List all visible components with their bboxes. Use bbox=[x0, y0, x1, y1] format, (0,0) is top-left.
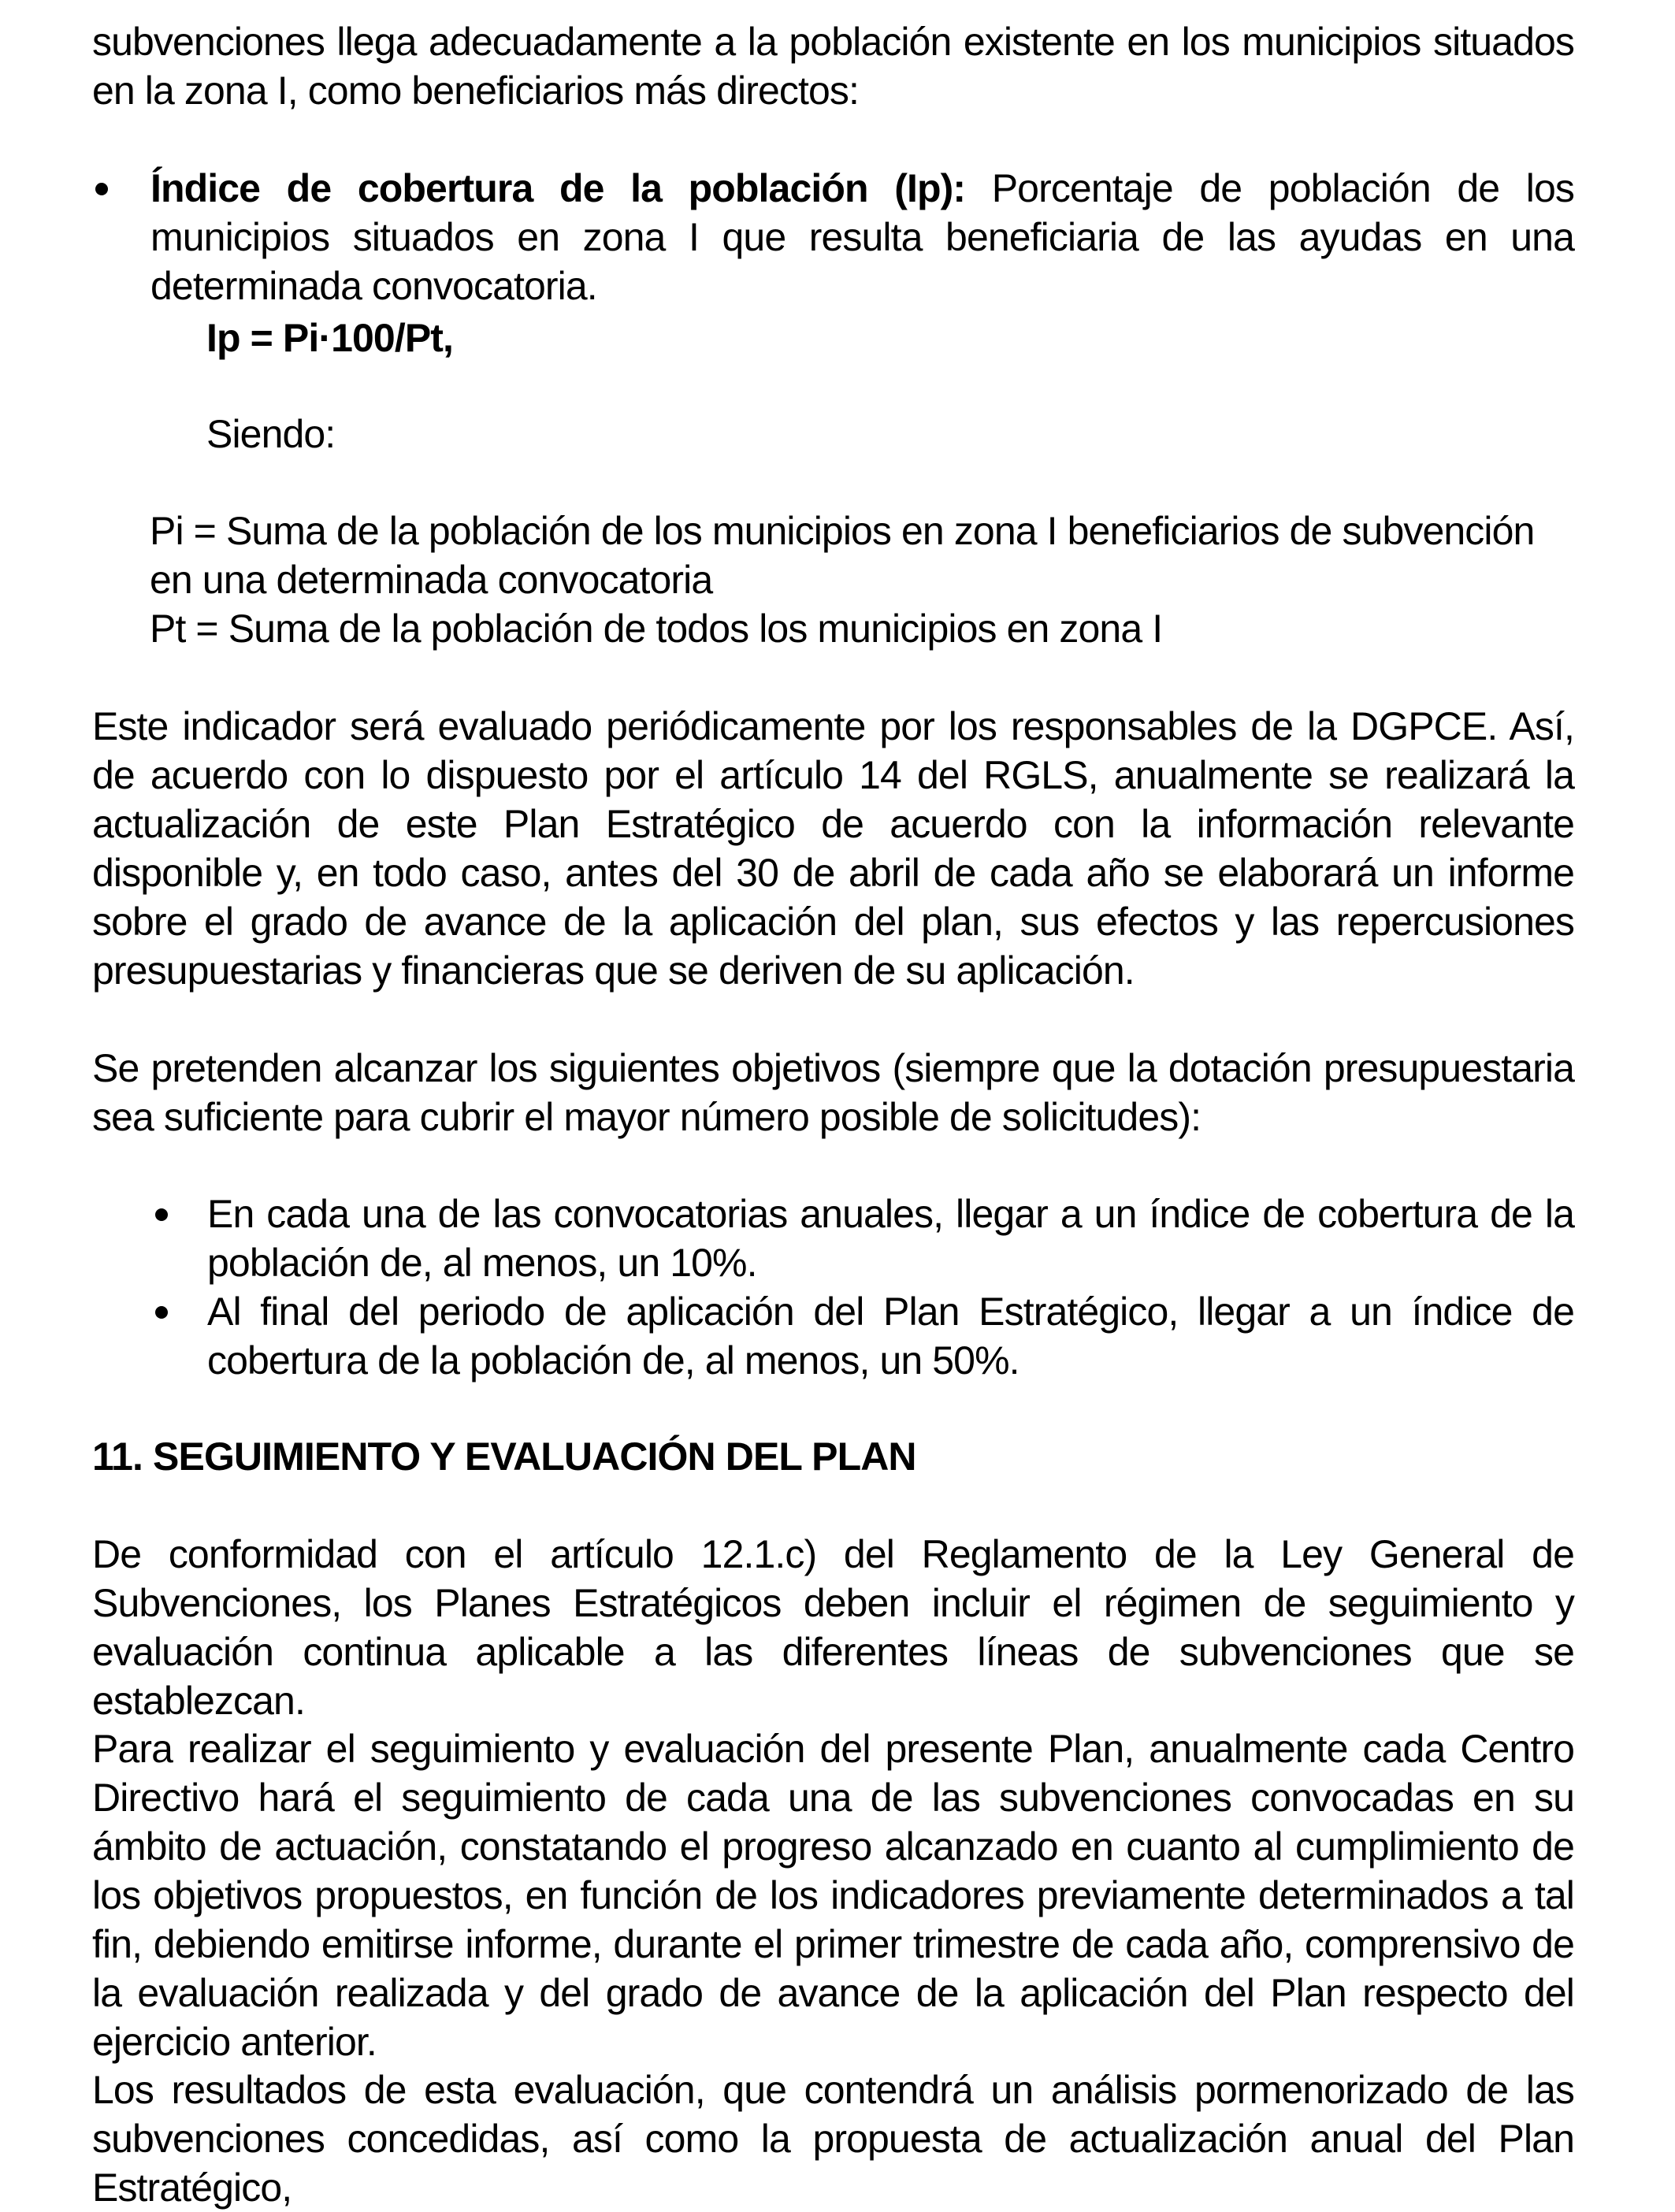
objective-item bbox=[92, 1190, 1574, 1287]
indicator-bullet bbox=[92, 164, 1574, 308]
intro-continuation-paragraph: subvenciones llega adecuadamente a la población existente en los municipios situados en la zona I, como beneficiarios más directos: bbox=[92, 20, 1574, 113]
bullet-icon bbox=[95, 183, 108, 195]
objective-text: Al final del periodo de aplicación del Plan Estratégico, llegar a un índice de cobertura de la población de, al menos, un 50%. bbox=[207, 1290, 1574, 1382]
indicator-term: Índice de cobertura de la población (Ip): bbox=[150, 166, 966, 210]
where-label: Siendo: bbox=[206, 412, 336, 456]
indicator-description: Porcentaje de población de los municipios situados en zona I que resulta beneficiaria de las ayudas en una determinada convocatoria. bbox=[150, 166, 1574, 308]
results-paragraph: Los resultados de esta evaluación, que contendrá un análisis pormenorizado de las subvenciones concedidas, así como la propuesta de actualización anual del Plan Estratégico, bbox=[92, 2068, 1574, 2210]
bullet-icon bbox=[155, 1306, 168, 1319]
formula: Ip = Pi·100/Pt, bbox=[206, 316, 454, 360]
indicator-definition bbox=[150, 164, 1574, 310]
section-heading: 11. SEGUIMIENTO Y EVALUACIÓN DEL PLAN bbox=[92, 1434, 916, 1479]
regulation-paragraph: De conformidad con el artículo 12.1.c) del Reglamento de la Ley General de Subvenciones, los Planes Estratégicos deben incluir el régimen de seguimiento y evaluación continua aplicable a las diferentes líneas de subvenciones que se establezcan. bbox=[92, 1532, 1574, 1723]
objectives-intro-paragraph: Se pretenden alcanzar los siguientes objetivos (siempre que la dotación presupuestaria sea suficiente para cubrir el mayor número posible de solicitudes): bbox=[92, 1046, 1574, 1139]
indicator-evaluation-paragraph: Este indicador será evaluado periódicamente por los responsables de la DGPCE. Así, de acuerdo con lo dispuesto por el artículo 14 del RGLS, anualmente se realizará la actualización de este Plan Estratégico de acuerdo con la información relevante disponible y, en todo caso, antes del 30 de abril de cada año se elaborará un informe sobre el grado de avance de la aplicación del plan, sus efectos y las repercusiones presupuestarias y financieras que se deriven de su aplicación. bbox=[92, 704, 1574, 993]
monitoring-paragraph: Para realizar el seguimiento y evaluación del presente Plan, anualmente cada Centro Directivo hará el seguimiento de cada una de las subvenciones convocadas en su ámbito de actuación, constatando el progreso alcanzado en cuanto al cumplimiento de los objetivos propuestos, en función de los indicadores previamente determinados a tal fin, debiendo emitirse informe, durante el primer trimestre de cada año, comprensivo de la evaluación realizada y del grado de avance de la aplicación del Plan respecto del ejercicio anterior. bbox=[92, 1727, 1574, 2064]
objective-item bbox=[92, 1287, 1574, 1385]
objective-text: En cada una de las convocatorias anuales, llegar a un índice de cobertura de la población de, al menos, un 10%. bbox=[207, 1192, 1574, 1285]
bullet-icon bbox=[155, 1208, 168, 1221]
pi-definition: Pi = Suma de la población de los municipios en zona I beneficiarios de subvención en una determinada convocatoria bbox=[150, 509, 1535, 602]
pt-definition: Pt = Suma de la población de todos los municipios en zona I bbox=[150, 607, 1163, 651]
